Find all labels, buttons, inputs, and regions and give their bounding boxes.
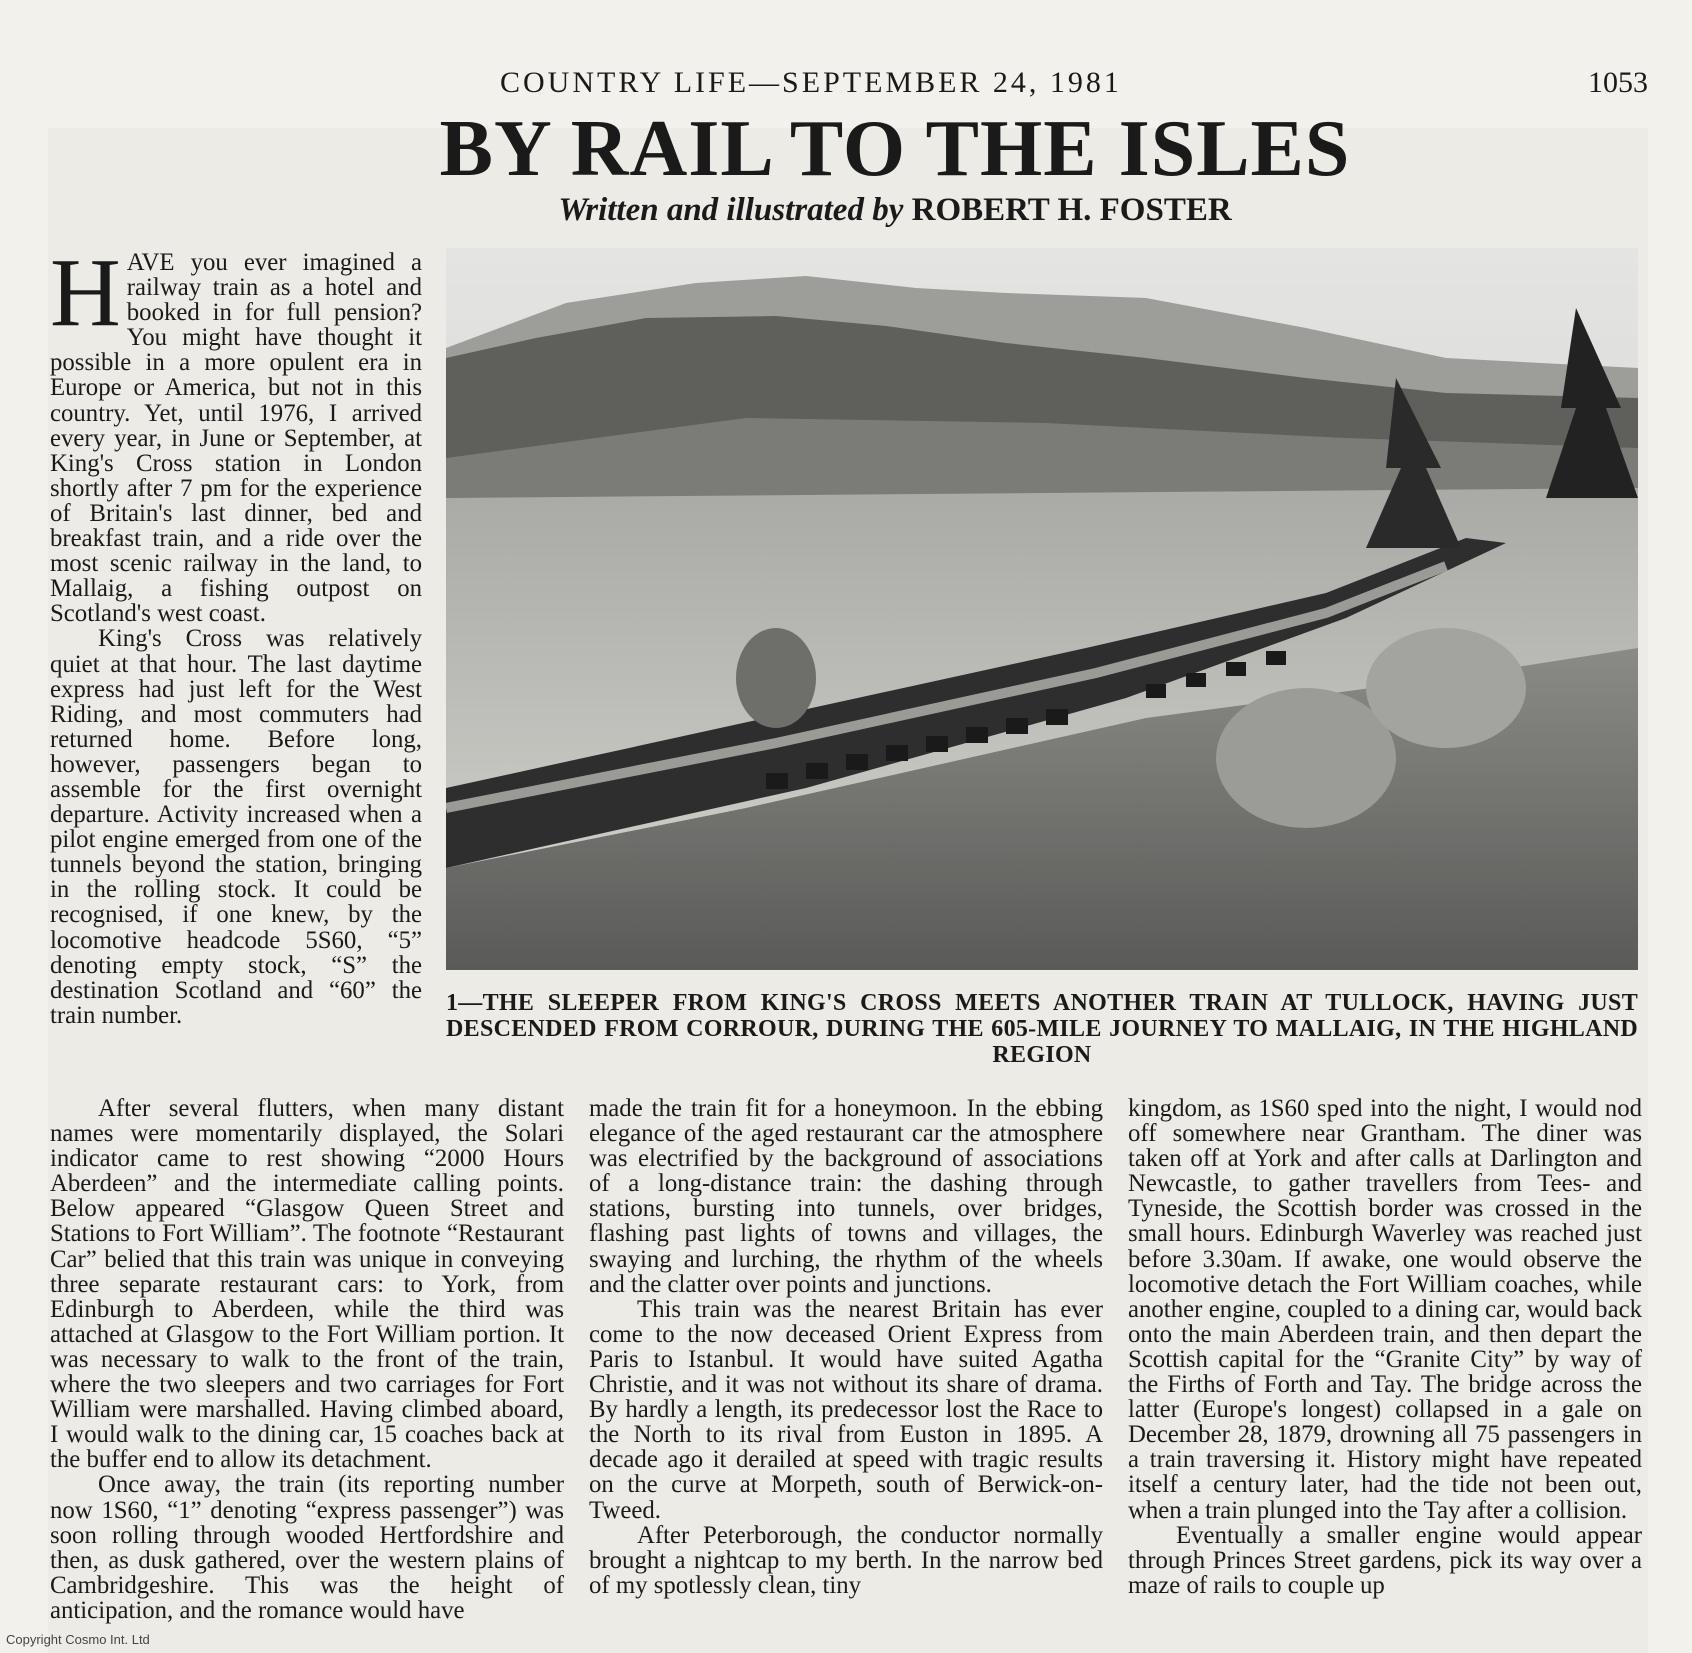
solari-paragraph: After several flutters, when many distant names were momentarily displayed, the Solari indicator came to rest showing “2000 Hours Aberdeen” and the intermediate calling points. Below appeared “Glasgow Queen Street and Stations to Fort William”. The footnote “Restaurant Car” belied that this train was unique in conveying three separate restaurant cars: to York, from Edinburgh to Aberdeen, while the third was attached at Glasgow to the Fort William portion. It was necessary to walk to the front of the train, where the two sleepers and two carriages for Fort William were marshalled. Having climbed aboard, I would walk to the dining car, 15 coaches back at the buffer end to allow its detachment.: [50, 1095, 564, 1474]
byline-prefix: Written and illustrated by: [558, 192, 904, 228]
article-column-1: [50, 1096, 564, 1623]
departure-paragraph: Once away, the train (its reporting number now 1S60, “1” denoting “express passenger”) was soon rolling through wooded Hertfordshire and then, as dusk gathered, over the western plains of Cambridgeshire. This was the height of anticipation, and the romance would have: [50, 1471, 564, 1624]
article-column-3: [1128, 1096, 1642, 1598]
intro-paragraph-text: AVE you ever imagined a railway train as a hotel and booked in for full pension? You might have thought it possible in a more opulent era in Europe or America, but not in this country. Yet, until 1976, I arrived every year, in June or September, at King's Cross station in London shortly after 7 pm for the experience of Britain's last dinner, bed and breakfast train, and a ride over the most scenic railway in the land, to Mallaig, a fishing outpost on Scotland's west coast.: [50, 249, 422, 628]
page-number: 1053: [1588, 66, 1648, 99]
article-intro-column: [50, 239, 422, 1029]
photo-caption: 1—THE SLEEPER FROM KING'S CROSS MEETS ANOTHER TRAIN AT TULLOCK, HAVING JUST DESCENDED FROM CORROUR, DURING THE 605-MILE JOURNEY TO MALLAIG, IN THE HIGHLAND REGION: [446, 990, 1638, 1068]
night-journey-paragraph: kingdom, as 1S60 sped into the night, I would nod off somewhere near Grantham. The diner was taken off at York and after calls at Darlington and Newcastle, to gather travellers from Tees- and Tyneside, the Scottish border was crossed in the small hours. Edinburgh Waverley was reached just before 3.30am. If awake, one would observe the locomotive detach the Fort William coaches, while another engine, coupled to a dining car, would back onto the main Aberdeen train, and then depart the Scottish capital for the “Granite City” by way of the Firths of Forth and Tay. The bridge across the latter (Europe's longest) collapsed in a gale on December 28, 1879, drowning all 75 passengers in a train traversing it. History might have repeated itself a century later, had the tide not been out, when a train plunged into the Tay after a collision.: [1128, 1095, 1642, 1524]
copyright-notice: Copyright Cosmo Int. Ltd: [6, 1632, 150, 1647]
intro-paragraph: [50, 239, 422, 628]
landscape-photo-icon: [446, 248, 1638, 970]
drop-cap: H: [50, 239, 121, 347]
byline: [0, 192, 1692, 229]
kings-cross-paragraph: King's Cross was relatively quiet at that hour. The last daytime express had just left for the West Riding, and most commuters had returned home. Before long, however, passengers began to assemble for the first overnight departure. Activity increased when a pilot engine emerged from one of the tunnels beyond the station, bringing in the rolling stock. It could be recognised, if one knew, by the locomotive headcode 5S60, “5” denoting empty stock, “S” the destination Scotland and “60” the train number.: [50, 625, 422, 1029]
princes-street-paragraph: Eventually a smaller engine would appear through Princes Street gardens, pick its way over a maze of rails to couple up: [1128, 1521, 1642, 1599]
peterborough-paragraph: After Peterborough, the conductor normally brought a nightcap to my berth. In the narrow bed of my spotlessly clean, tiny: [589, 1521, 1103, 1599]
restaurant-car-paragraph: made the train fit for a honeymoon. In the ebbing elegance of the aged restaurant car the atmosphere was electrified by the background of associations of a long-distance train: the dashing through stations, bursting into tunnels, over bridges, flashing past lights of towns and villages, the swaying and lurching, the rhythm of the wheels and the clatter over points and junctions.: [589, 1095, 1103, 1298]
orient-express-paragraph: This train was the nearest Britain has ever come to the now deceased Orient Express from Paris to Istanbul. It would have suited Agatha Christie, and it was not without its share of drama. By hardly a length, its predecessor lost the Race to the North to its rival from Euston in 1895. A decade ago it derailed at speed with tragic results on the curve at Morpeth, south of Berwick-on-Tweed.: [589, 1295, 1103, 1524]
running-head: COUNTRY LIFE—SEPTEMBER 24, 1981: [500, 66, 1122, 99]
article-column-2: [589, 1096, 1103, 1598]
article-title: BY RAIL TO THE ISLES: [439, 105, 1351, 193]
author-name: ROBERT H. FOSTER: [911, 192, 1232, 228]
